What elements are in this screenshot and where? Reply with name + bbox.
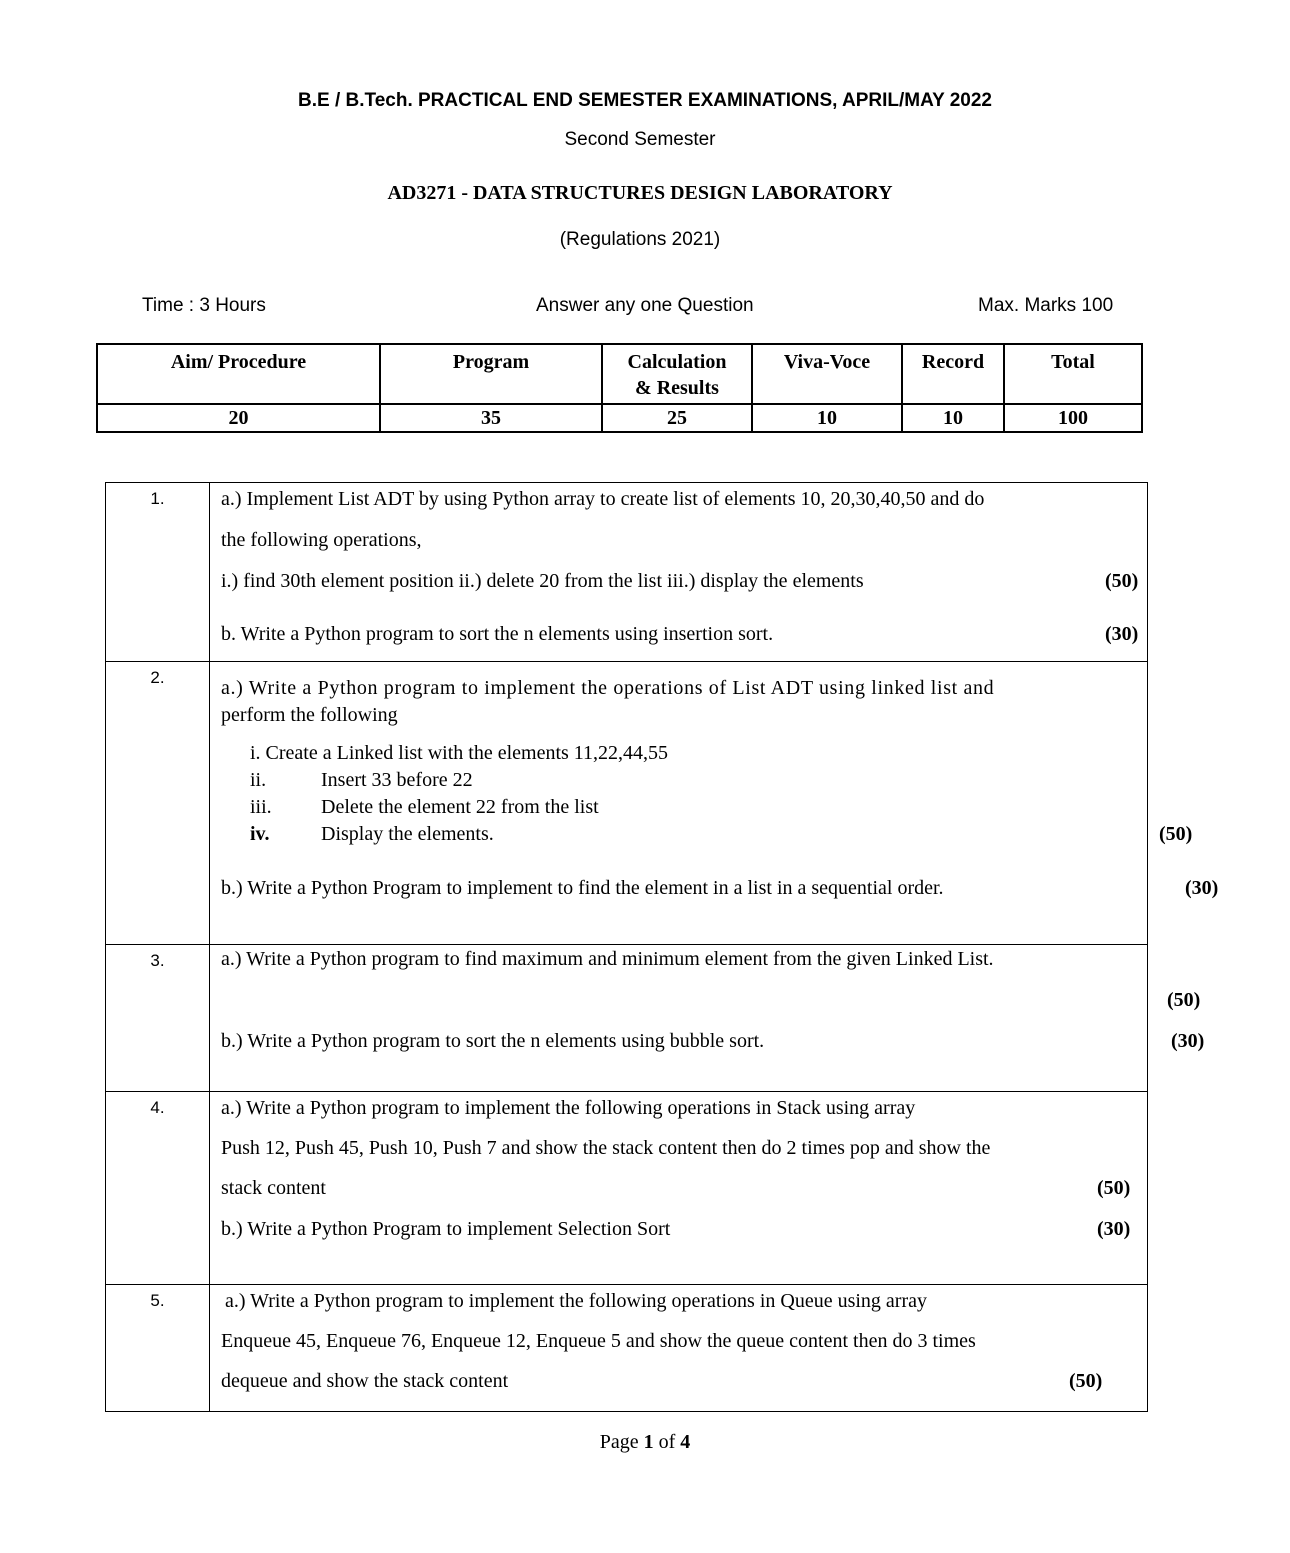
exam-instruction: Answer any one Question: [536, 295, 754, 316]
question-row: [106, 662, 1148, 945]
question-body: [210, 662, 1219, 945]
header-total: Total: [1004, 344, 1142, 404]
question-number: 3.: [106, 945, 210, 1092]
header-viva-voce: Viva-Voce: [752, 344, 902, 404]
total-pages-number: 4: [680, 1431, 691, 1453]
exam-title: B.E / B.Tech. PRACTICAL END SEMESTER EXAMINATIONS, APRIL/MAY 2022: [298, 90, 992, 111]
marks-label: (50): [1159, 823, 1193, 845]
list-numeral: iv.: [250, 823, 270, 845]
header-calculation: Calculation: [627, 351, 727, 373]
list-numeral: iii.: [250, 796, 272, 818]
question-text: b. Write a Python program to sort the n elements using insertion sort.: [221, 623, 774, 645]
max-marks: Max. Marks 100: [978, 295, 1114, 316]
question-text: Enqueue 45, Enqueue 76, Enqueue 12, Enqueue 5 and show the queue content then do 3 times: [221, 1330, 976, 1352]
question-body: [210, 1092, 1148, 1285]
question-text: Push 12, Push 45, Push 10, Push 7 and show the stack content then do 2 times pop and show the: [221, 1137, 991, 1159]
header-aim-procedure: Aim/ Procedure: [97, 344, 380, 404]
value-program: 35: [380, 404, 602, 432]
list-numeral: ii.: [250, 769, 267, 791]
question-text: Display the elements.: [321, 823, 494, 845]
regulations-label: (Regulations 2021): [559, 229, 721, 250]
question-text: dequeue and show the stack content: [221, 1370, 509, 1392]
marks-header-row: [97, 344, 1142, 404]
question-row: [106, 1092, 1148, 1285]
question-text: perform the following: [221, 704, 398, 726]
page-footer: [0, 1431, 1290, 1454]
question-row: [106, 483, 1148, 662]
question-body: [210, 1285, 1148, 1412]
marks-label: (30): [1185, 877, 1219, 899]
question-number: 1.: [106, 483, 210, 662]
question-text: b.) Write a Python Program to implement to find the element in a list in a sequential order.: [221, 877, 944, 899]
value-aim-procedure: 20: [97, 404, 380, 432]
marks-value-row: [97, 404, 1142, 432]
marks-label: (50): [1097, 1177, 1131, 1199]
value-calculation-results: 25: [602, 404, 752, 432]
header-program: Program: [380, 344, 602, 404]
question-text: a.) Write a Python program to find maximum and minimum element from the given Linked List.: [221, 948, 994, 970]
question-number: 2.: [106, 662, 210, 945]
marks-label: (50): [1167, 989, 1201, 1011]
questions-table: [105, 482, 1219, 1412]
value-viva-voce: 10: [752, 404, 902, 432]
question-text: Delete the element 22 from the list: [321, 796, 599, 818]
question-row: [106, 945, 1148, 1092]
header-results: & Results: [635, 377, 719, 399]
question-row: [106, 1285, 1148, 1412]
question-text: a.) Write a Python program to implement the following operations in Queue using array: [225, 1290, 927, 1312]
question-text: a.) Write a Python program to implement the following operations in Stack using array: [221, 1097, 916, 1119]
question-text: i.) find 30th element position ii.) delete 20 from the list iii.) display the elements: [221, 570, 864, 592]
question-text: a.) Implement List ADT by using Python array to create list of elements 10, 20,30,40,50 and do: [221, 488, 985, 510]
question-text: b.) Write a Python Program to implement Selection Sort: [221, 1218, 671, 1240]
question-text: stack content: [221, 1177, 326, 1199]
question-text: i. Create a Linked list with the elements 11,22,44,55: [250, 742, 669, 764]
marks-label: (30): [1097, 1218, 1131, 1240]
question-text: b.) Write a Python program to sort the n elements using bubble sort.: [221, 1030, 765, 1052]
question-number: 5.: [106, 1285, 210, 1412]
course-title: AD3271 - DATA STRUCTURES DESIGN LABORATORY: [387, 182, 893, 204]
header-record: Record: [902, 344, 1004, 404]
marks-label: (50): [1069, 1370, 1103, 1392]
question-number: 4.: [106, 1092, 210, 1285]
page-of-label: of: [658, 1431, 676, 1453]
marks-label: (50): [1105, 570, 1139, 592]
marks-distribution-table: [96, 343, 1143, 433]
marks-label: (30): [1105, 623, 1139, 645]
value-total: 100: [1004, 404, 1142, 432]
question-body: [210, 945, 1205, 1092]
question-text: a.) Write a Python program to implement the operations of List ADT using linked list and: [221, 677, 995, 699]
question-body: [210, 483, 1148, 662]
current-page-number: 1: [643, 1431, 654, 1453]
exam-duration: Time : 3 Hours: [142, 295, 266, 316]
marks-label: (30): [1171, 1030, 1205, 1052]
question-text: the following operations,: [221, 529, 422, 551]
value-record: 10: [902, 404, 1004, 432]
semester-label: Second Semester: [564, 129, 716, 150]
page-label: Page: [599, 1431, 639, 1453]
header-calculation-results: [602, 344, 752, 404]
question-text: Insert 33 before 22: [321, 769, 473, 791]
